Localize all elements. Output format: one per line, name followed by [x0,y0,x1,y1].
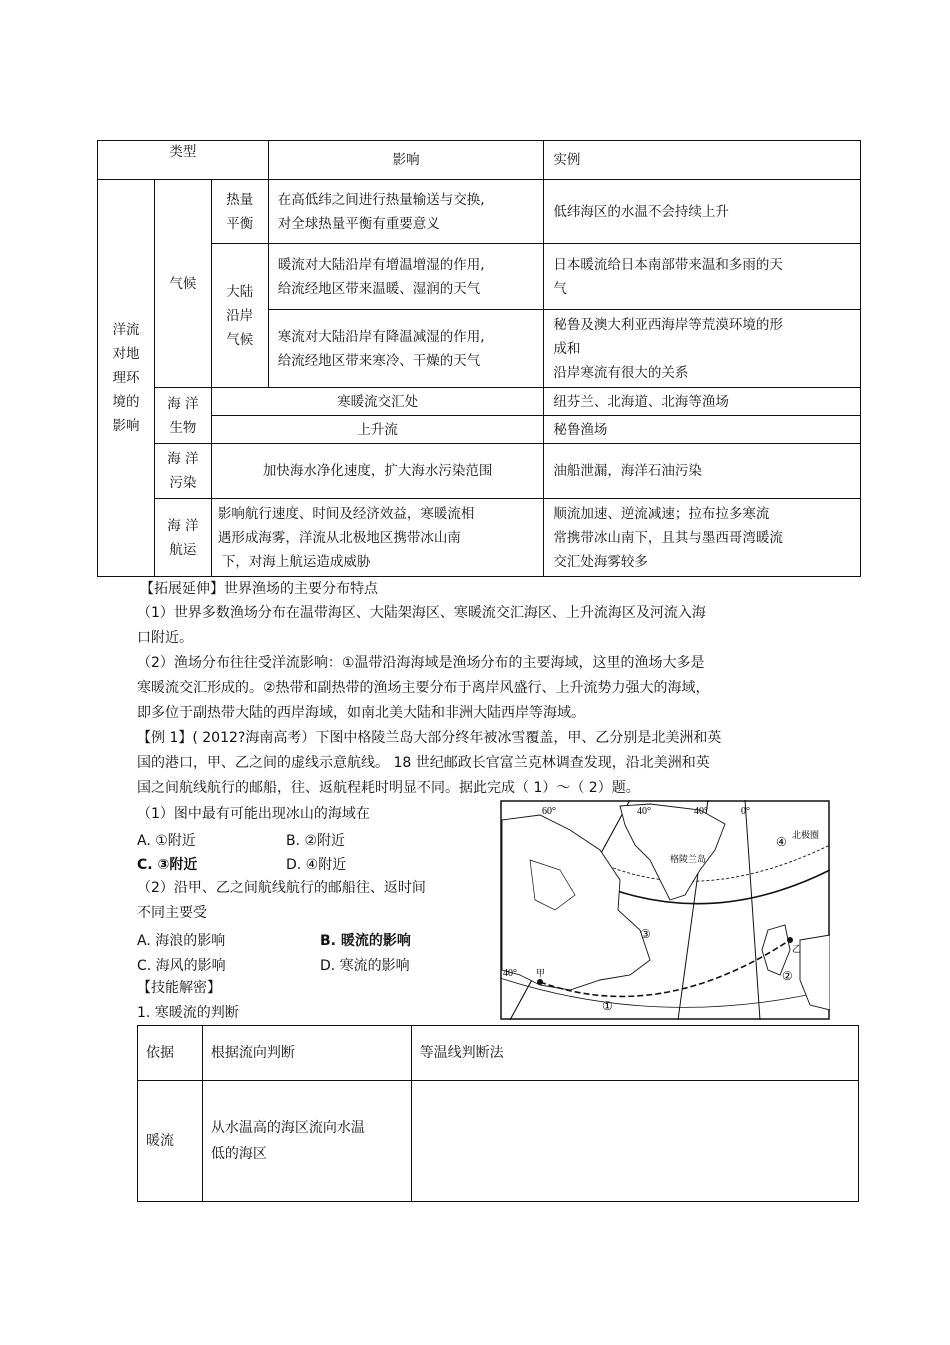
bio-example-1: 纽芬兰、北海道、北海等渔场 [544,388,861,416]
marker-2: ② [782,969,793,983]
pollution-effect: 加快海水净化速度，扩大海水污染范围 [211,444,544,499]
q2-option-d: D. 寒流的影响 [320,958,410,974]
question-1: （1）图中最有可能出现冰山的海域在 [137,806,370,822]
header-example: 实例 [544,141,861,180]
skills-title: 【技能解密】 [137,980,221,996]
bio-label: 海 洋 生物 [154,388,211,444]
t2-row-label: 暖流 [138,1081,203,1202]
pollution-example: 油船泄漏，海洋石油污染 [544,444,861,499]
port-jia-label: 甲 [536,968,546,978]
t2-row-isotherm [411,1081,858,1202]
row-sub-heat: 热量 平衡 [211,180,268,244]
example-line3: 国之间航线航行的邮船，往、返航程耗时明显不同。据此完成（ 1）～（ 2）题。 [137,780,640,796]
q2-option-a: A. 海浪的影响 [137,933,226,949]
row-example-heat: 低纬海区的水温不会持续上升 [544,180,861,244]
port-yi-label: 乙 [792,944,802,954]
q1-option-d: D. ④附近 [286,857,347,873]
extension-p2-line2: 寒暖流交汇形成的。②热带和副热带的渔场主要分布于离岸风盛行、上升流势力强大的海域， [137,680,710,696]
ocean-current-effects-table [97,140,861,577]
q2-option-c: C. 海风的影响 [137,958,226,974]
lon-label-0: 0° [741,806,750,817]
lat-label-40: 40° [503,968,517,979]
marker-4: ④ [776,835,787,849]
example-line2: 国的港口，甲、乙之间的虚线示意航线。 18 世纪邮政长官富兰克林调查发现，沿北美洲和英 [137,755,710,771]
marker-1: ① [602,999,613,1013]
question-2-line1: （2）沿甲、乙之间航线航行的邮船往、返时间 [137,880,426,896]
t2-header-direction: 根据流向判断 [202,1026,411,1081]
row-effect-heat: 在高低纬之间进行热量输送与交换, 对全球热量平衡有重要意义 [268,180,544,244]
header-effect: 影响 [268,141,544,180]
row-example-warm: 日本暖流给日本南部带来温和多雨的天 气 [544,244,861,310]
lon-label-60: 60° [542,806,556,817]
warm-cold-current-table [137,1025,859,1202]
north-atlantic-map [500,800,830,1020]
shipping-example: 顺流加速、逆流减速；拉布拉多寒流 常携带冰山南下，且其与墨西哥湾暖流 交汇处海雾较多 [544,499,861,577]
row-sub-coastal: 大陆 沿岸 气候 [211,244,268,388]
bio-effect-1: 寒暖流交汇处 [211,388,544,416]
t2-header-basis: 依据 [138,1026,203,1081]
lon-label-40e: 40° [694,806,708,817]
greenland-label: 格陵兰岛 [670,854,707,864]
extension-p1-line1: （1）世界多数渔场分布在温带海区、大陆架海区、寒暖流交汇海区、上升流海区及河流入海 [137,605,706,621]
lon-label-40w: 40° [637,806,651,817]
row-effect-warm: 暖流对大陆沿岸有增温增湿的作用, 给流经地区带来温暖、湿润的天气 [268,244,544,310]
climate-label: 气候 [154,180,211,388]
shipping-effect: 影响航行速度、时间及经济效益，寒暖流相 遇形成海雾，洋流从北极地区携带冰山南 下，对海上航运造成威胁 [211,499,544,577]
row-example-cold: 秘鲁及澳大利亚西海岸等荒漠环境的形 成和 沿岸寒流有很大的关系 [544,310,861,388]
example-line1: 【例 1】( 2012?海南高考）下图中格陵兰岛大部分终年被冰雪覆盖，甲、乙分别是北美洲和英 [137,730,722,746]
port-yi-dot [787,937,793,943]
q1-option-c: C. ③附近 [137,857,198,873]
marker-3: ③ [640,927,651,941]
extension-p1-line2: 口附近。 [137,630,193,646]
header-type: 类型 [98,141,269,180]
q1-option-b: B. ②附近 [286,833,346,849]
q2-option-b: B. 暖流的影响 [320,933,411,949]
arctic-circle-label: 北极圈 [792,830,820,840]
port-jia-dot [537,979,543,985]
pollution-label: 海 洋 污染 [154,444,211,499]
question-2-line2: 不同主要受 [137,905,207,921]
extension-p2-line1: （2）渔场分布往往受洋流影响：①温带沿海海域是渔场分布的主要海域，这里的渔场大多是 [137,655,705,671]
skills-subtitle: 1. 寒暖流的判断 [137,1005,239,1021]
extension-title: 【拓展延伸】世界渔场的主要分布特点 [140,581,378,597]
t2-row-direction: 从水温高的海区流向水温 低的海区 [202,1081,411,1202]
row-effect-cold: 寒流对大陆沿岸有降温减湿的作用, 给流经地区带来寒冷、干燥的天气 [268,310,544,388]
bio-effect-2: 上升流 [211,416,544,444]
bio-example-2: 秘鲁渔场 [544,416,861,444]
shipping-label: 海 洋 航运 [154,499,211,577]
category-label: 洋流 对地 理环 境的 影响 [98,180,155,577]
extension-p2-line3: 即多位于副热带大陆的西岸海域，如南北美大陆和非洲大陆西岸等海域。 [137,705,585,721]
q1-option-a: A. ①附近 [137,833,196,849]
t2-header-isotherm: 等温线判断法 [411,1026,858,1081]
